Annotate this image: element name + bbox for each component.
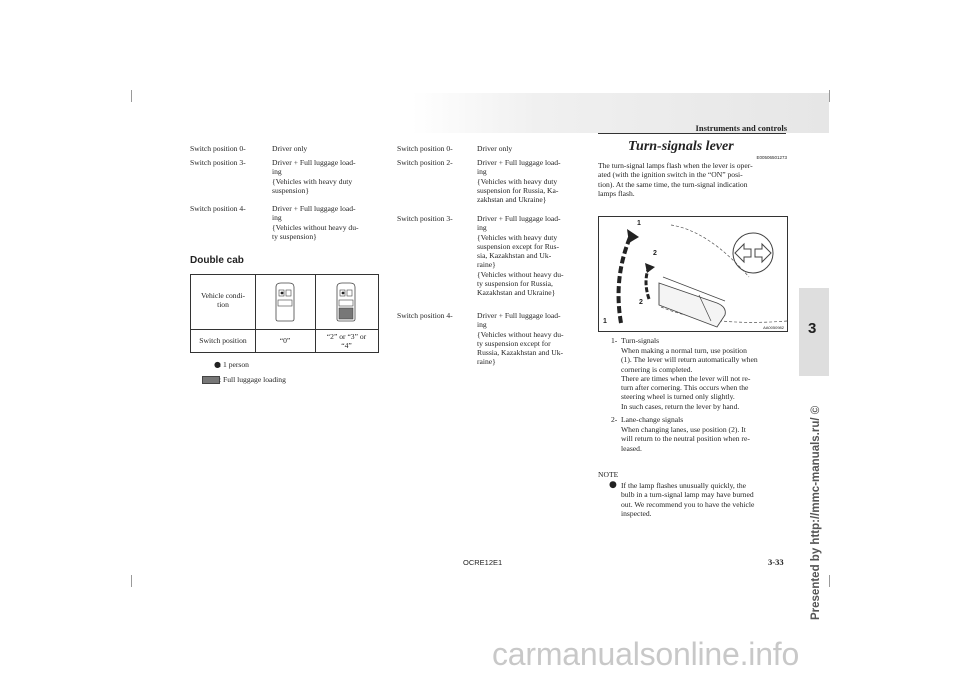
- item-1-number: 1-: [611, 336, 618, 345]
- header-rule: [598, 133, 786, 134]
- seat-diagram-driver-icon: [272, 281, 298, 323]
- row-value: Driver only: [477, 144, 513, 153]
- legend-luggage-text: : Full luggage loading: [219, 375, 286, 384]
- note-label: NOTE: [598, 470, 619, 479]
- turn-signals-intro: The turn-signal lamps flash when the lever is oper- ated (with the ignition switch in the “ON” posi- tion). At the same time, the turn-signal indication lamps flash.: [598, 161, 753, 198]
- switch-position-value-2: “2” or “3” or “4”: [326, 332, 367, 350]
- fig-label-2-top: 2: [653, 250, 657, 257]
- double-cab-table: [190, 274, 379, 353]
- turn-signal-lever-diagram: [599, 217, 787, 331]
- chapter-number: 3: [808, 320, 817, 337]
- luggage-swatch-icon: [202, 376, 220, 384]
- row-label: Switch position 0-: [190, 144, 246, 153]
- vehicle-condition-label: Vehicle condi- tion: [200, 291, 246, 309]
- left-switch-table: [190, 144, 380, 254]
- row-value: Driver + Full luggage load- ing {Vehicles without heavy du- ty suspension except for Russia, Kazakhstan and Uk- raine}: [477, 311, 564, 367]
- row-value: Driver + Full luggage load- ing {Vehicles with heavy duty suspension for Russia, Ka- zakhstan and Ukraine}: [477, 158, 561, 205]
- crop-mark: [829, 575, 830, 587]
- crop-mark: [131, 90, 132, 102]
- item-2-title: Lane-change signals: [621, 415, 684, 424]
- row-label: Switch position 4-: [190, 204, 246, 213]
- row-label: Switch position 0-: [397, 144, 453, 153]
- side-credit: Presented by http://mmc-manuals.ru/ ©: [810, 405, 822, 620]
- fig-label-2-bottom: 2: [639, 299, 643, 306]
- item-2-number: 2-: [611, 415, 618, 424]
- section-code: E00506501273: [756, 155, 787, 160]
- row-label: Switch position 3-: [190, 158, 246, 167]
- seat-diagram-luggage-icon: [333, 281, 359, 323]
- switch-position-label: Switch position: [199, 336, 247, 345]
- fig-label-1-bottom: 1: [603, 318, 607, 325]
- item-2-body: When changing lanes, use position (2). It will return to the neutral position when re- leased.: [621, 425, 750, 453]
- row-label: Switch position 4-: [397, 311, 453, 320]
- section-title: Instruments and controls: [695, 123, 787, 133]
- row-value: Driver only: [272, 144, 308, 153]
- legend-person-text: : 1 person: [219, 360, 249, 369]
- item-1-title: Turn-signals: [621, 336, 660, 345]
- note-body: If the lamp flashes unusually quickly, the bulb in a turn-signal lamp may have burned out. We recommend you to have the vehicle inspected.: [621, 481, 755, 518]
- row-value: Driver + Full luggage load- ing {Vehicles without heavy du- ty suspension}: [272, 204, 359, 241]
- figure-code: AA0050982: [763, 325, 784, 330]
- row-label: Switch position 2-: [397, 158, 453, 167]
- document-code: OCRE12E1: [463, 558, 503, 567]
- item-1-body: When making a normal turn, use position (1). The lever will return automatically when cornering is completed. There are times when the lever will not re- turn after cornering. This occurs when the steering wheel is turned only slightly. In such cases, return the lever by hand.: [621, 346, 758, 411]
- fig-label-1-top: 1: [637, 220, 641, 227]
- watermark: carmanualsonline.info: [492, 636, 800, 672]
- crop-mark: [829, 90, 830, 102]
- row-label: Switch position 3-: [397, 214, 453, 223]
- turn-signals-title: Turn-signals lever: [628, 139, 734, 154]
- page-number: 3-33: [768, 557, 784, 567]
- middle-switch-table: [397, 144, 587, 384]
- crop-mark: [131, 575, 132, 587]
- note-bullet-icon: ●: [609, 480, 617, 490]
- row-value: Driver + Full luggage load- ing {Vehicles with heavy duty suspension}: [272, 158, 356, 195]
- row-value: Driver + Full luggage load- ing {Vehicles with heavy duty suspension except for Rus- sia, Kazakhstan and Uk- raine} {Vehicles without heavy du- ty suspension for Russia, Kazakhstan and Ukraine}: [477, 214, 564, 298]
- double-cab-title: Double cab: [190, 255, 244, 266]
- person-dot-icon: ●: [214, 360, 221, 369]
- turn-signal-figure: [598, 216, 788, 332]
- switch-position-value-1: “0”: [279, 336, 291, 345]
